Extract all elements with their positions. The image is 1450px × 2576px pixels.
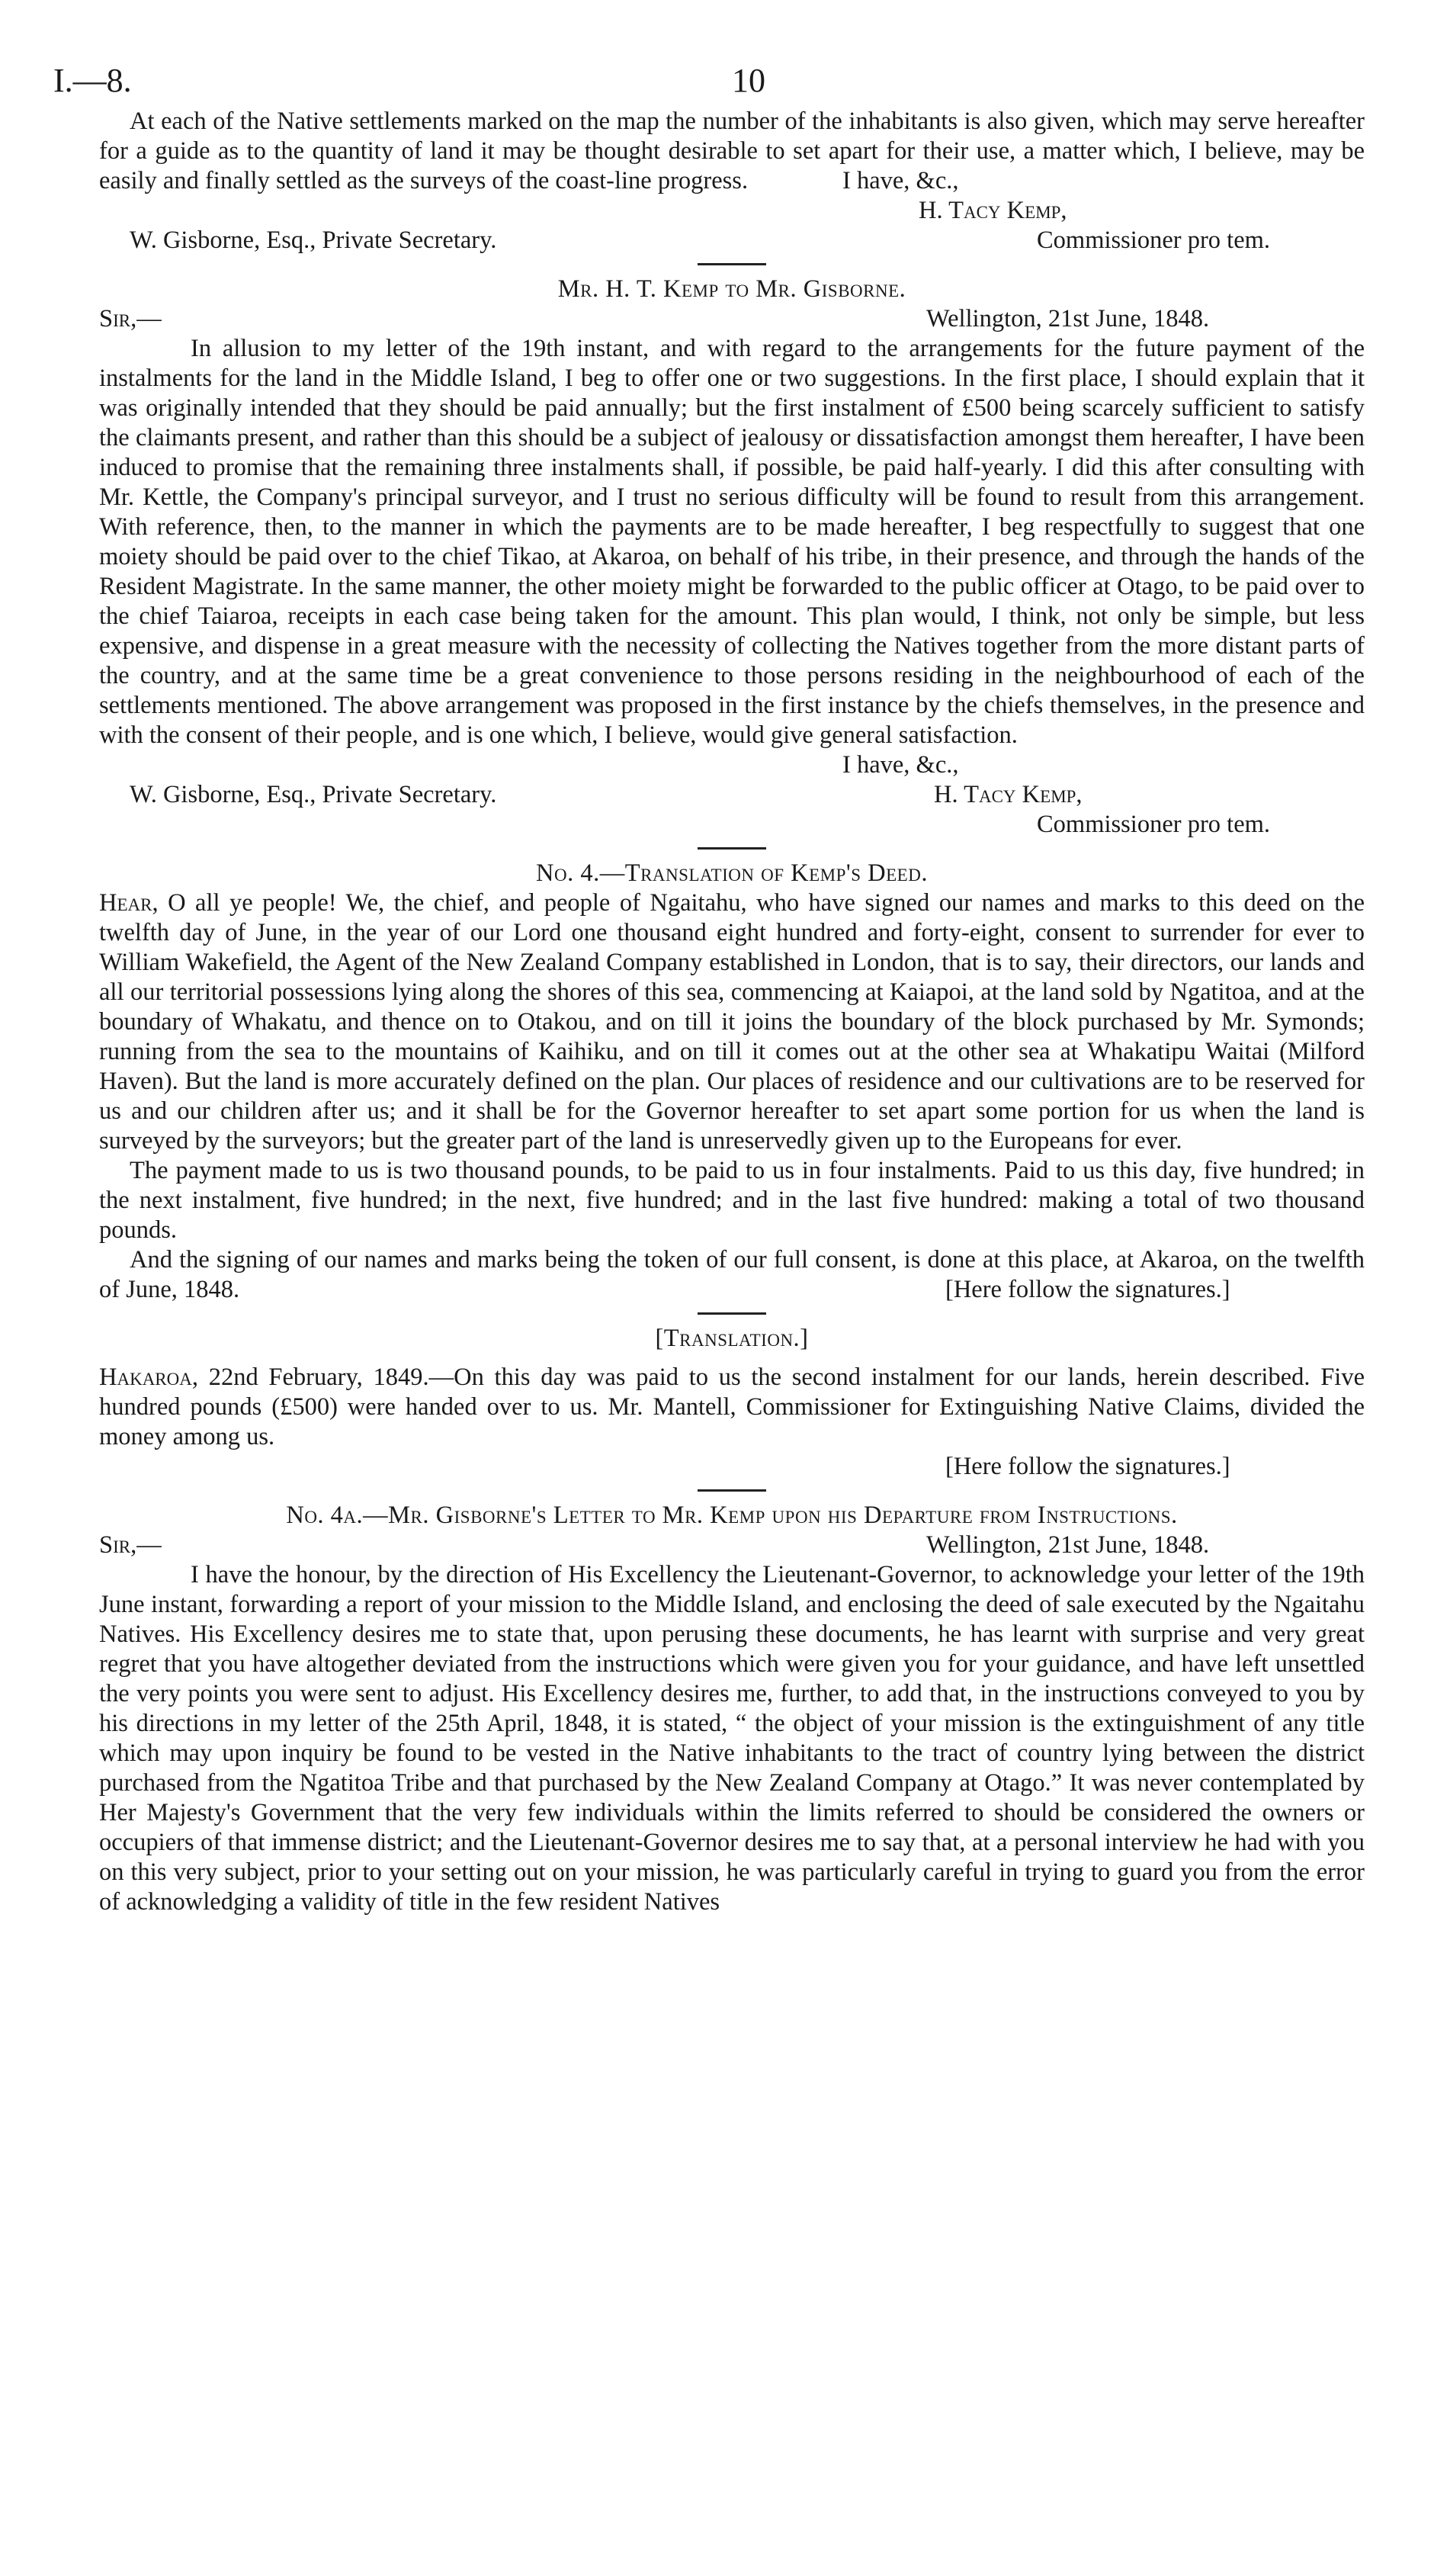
deed-paragraph-2: The payment made to us is two thousand pounds, to be paid to us in four instalments. Paid to us this day, five hundred; in the next instalment, five hundred; in the next, five hundred; and in the last five hundred: making a total of two thousand pounds. [99, 1157, 1365, 1244]
section-divider [698, 1489, 766, 1492]
translation-signatures-row [99, 1452, 1365, 1482]
letter2-salutation-row [99, 1531, 1365, 1560]
letter1-title-row [99, 810, 1365, 840]
intro-closing-row [99, 166, 1365, 196]
deed-signatures: [Here follow the signatures.] [945, 1276, 1230, 1303]
letter1-closing-row [99, 750, 1365, 780]
letter2-salutation: Sir,— [99, 1531, 162, 1559]
letter2-place-date: Wellington, 21st June, 1848. [926, 1531, 1210, 1559]
letter1-title: Commissioner pro tem. [1037, 811, 1271, 838]
section-divider [698, 847, 766, 850]
document-page [53, 53, 1365, 1917]
intro-paragraph: At each of the Native settlements marked on the map the number of the inhabitants is also given, which may serve hereafter for a guide as to the quantity of land it may be thought desirable to set apart for their use, a matter which, I believe, may be easily and finally settled as the surveys of the coast-line progress. [99, 108, 1365, 194]
intro-addressee: W. Gisborne, Esq., Private Secretary. [130, 226, 497, 254]
letter1-salutation-row [99, 304, 1365, 334]
intro-title: Commissioner pro tem. [1037, 226, 1271, 254]
letter2-body: I have the honour, by the direction of His Excellency the Lieutenant-Governor, to acknowledge your letter of the 19th June instant, forwarding a report of your mission to the Middle Island, and enclosing the deed of sale executed by the Ngaitahu Natives. His Excellency desires me to state that, upon perusing these documents, he has learnt with surprise and very great regret that you have altogether deviated from the instructions which were given you for your guidance, and have left unsettled the very points you were sent to adjust. His Excellency desires me, further, to add that, in the instructions conveyed to you by his directions in my letter of the 25th April, 1848, it is stated, “ the object of your mission is the extinguishment of any title which may upon inquiry be found to be vested in the Native inhabitants to the tract of country lying between the district purchased from the Ngatitoa Tribe and that purchased by the New Zealand Company at Otago.” It was never contemplated by Her Majesty's Government that the very few individuals within the limits referred to should be considered the owners or occupiers of that immense district; and the Lieutenant-Governor desires me to say that, at a personal interview he had with you on this very subject, prior to your setting out on your mission, he was particularly careful in trying to guard you from the error of acknowledging a validity of title in the few resident Natives [99, 1561, 1365, 1916]
deed-heading: No. 4.—Translation of Kemp's Deed. [536, 859, 928, 887]
intro-signature-row [99, 196, 1365, 226]
letter1-salutation: Sir,— [99, 305, 162, 332]
deed-paragraph-1-text: O all ye people! We, the chief, and people of Ngaitahu, who have signed our names and marks to this deed on the twelfth day of June, in the year of our Lord one thousand eight hundred and forty-eight, consent to surrender for ever to William Wakefield, the Agent of the New Zealand Company established in London, that is to say, their directors, our lands and all our territorial possessions lying along the shores of this sea, commencing at Kaiapoi, at the land sold by Ngatitoa, and at the boundary of Whakatu, and thence on to Otakou, and on till it joins the boundary of the block purchased by Mr. Symonds; running from the sea to the mountains of Kaihiku, and on till it comes out at the other sea at Whakatipu Waitai (Milford Haven). But the land is more accurately defined on the plan. Our places of residence and our cultivations are to be reserved for us and our children after us; and it shall be for the Governor hereafter to set apart some portion for us when the land is surveyed by the surveyors; but the greater part of the land is unreservedly given up to the Europeans for ever. [99, 889, 1365, 1155]
section-divider [698, 1312, 766, 1315]
translation-paragraph [99, 1363, 1365, 1452]
letter1-signature: H. Tacy Kemp, [934, 781, 1083, 808]
deed-paragraph-1 [99, 888, 1365, 1156]
letter1-addressee-row [99, 780, 1365, 810]
intro-signature: H. Tacy Kemp, [919, 197, 1067, 224]
intro-addressee-row [99, 226, 1365, 255]
page-header [53, 53, 1365, 107]
translation-paragraph-text: 22nd February, 1849.—On this day was paid to us the second instalment for our lands, herein described. Five hundred pounds (£500) were handed over to us. Mr. Mantell, Commissioner for Extinguishing Native Claims, divided the money among us. [99, 1363, 1365, 1450]
letter1-heading: Mr. H. T. Kemp to Mr. Gisborne. [557, 275, 906, 303]
letter1-closing: I have, &c., [842, 751, 959, 779]
translation-lead-word: Hakaroa, [99, 1363, 198, 1391]
letter2-heading: No. 4a.—Mr. Gisborne's Letter to Mr. Kemp upon his Departure from Instructions. [286, 1502, 1178, 1529]
intro-closing: I have, &c., [842, 167, 959, 194]
translation-signatures: [Here follow the signatures.] [945, 1453, 1230, 1480]
letter1-place-date: Wellington, 21st June, 1848. [926, 305, 1210, 332]
deed-paragraph-3: And the signing of our names and marks being the token of our full consent, is done at this place, at Akaroa, on the twelfth of June, 1848. [99, 1246, 1365, 1303]
translation-heading: [Translation.] [655, 1325, 809, 1352]
deed-signatures-row [99, 1275, 1365, 1305]
letter1-body: In allusion to my letter of the 19th instant, and with regard to the arrangements for the future payment of the instalments for the land in the Middle Island, I beg to offer one or two suggestions. In the first place, I should explain that it was originally intended that they should be paid annually; but the first instalment of £500 being scarcely sufficient to satisfy the claimants present, and rather than this should be a subject of jealousy or dissatisfaction amongst them hereafter, I have been induced to promise that the remaining three instalments shall, if possible, be paid half-yearly. I did this after consulting with Mr. Kettle, the Company's principal surveyor, and I trust no serious difficulty will be found to result from this arrangement. With reference, then, to the manner in which the payments are to be made hereafter, I beg respectfully to suggest that one moiety should be paid over to the chief Tikao, at Akaroa, on behalf of his tribe, in their presence, and through the hands of the Resident Magistrate. In the same manner, the other moiety might be forwarded to the public officer at Otago, to be paid over to the chief Taiaroa, receipts in each case being taken for the amount. This plan would, I think, not only be simple, but less expensive, and dispense in a great measure with the necessity of collecting the Natives together from the more distant parts of the country, and at the same time be a great convenience to those persons residing in the neighbourhood of each of the settlements mentioned. The above arrangement was proposed in the first instance by the chiefs themselves, in the presence and with the consent of their people, and is one which, I believe, would give general satisfaction. [99, 335, 1365, 749]
letter1-addressee: W. Gisborne, Esq., Private Secretary. [130, 781, 497, 808]
document-reference: I.—8. [53, 62, 132, 99]
page-number: 10 [732, 62, 765, 99]
deed-lead-word: Hear, [99, 889, 159, 917]
section-divider [698, 263, 766, 265]
